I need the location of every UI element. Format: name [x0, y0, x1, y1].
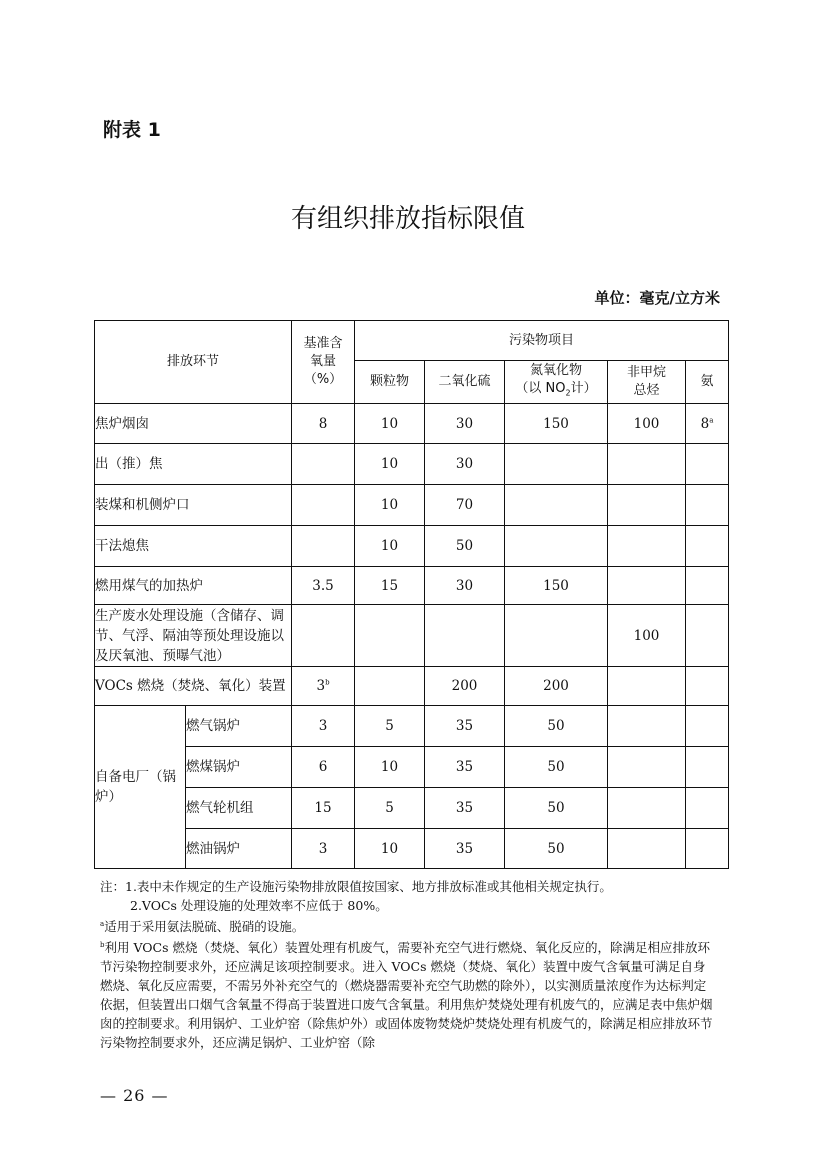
- cell-nmhc: [608, 485, 686, 526]
- table-row: [95, 605, 729, 667]
- cell-pm: 15: [355, 567, 425, 605]
- row-section: 燃气轮机组: [186, 788, 292, 829]
- header-nmhc: 非甲烷 总烃: [608, 361, 686, 404]
- cell-oxygen: 3: [292, 829, 355, 869]
- cell-oxygen: [292, 444, 355, 485]
- cell-nh3: [686, 605, 729, 667]
- table-row: [95, 788, 729, 829]
- table-row: [95, 667, 729, 706]
- unit-label: 单位：毫克/立方米: [594, 289, 720, 307]
- cell-nmhc: [608, 706, 686, 747]
- cell-nox: [505, 444, 608, 485]
- row-section: 干法熄焦: [95, 526, 292, 567]
- cell-nox: 150: [505, 404, 608, 444]
- cell-nmhc: 100: [608, 605, 686, 667]
- header-nh3: 氨: [686, 361, 729, 404]
- table-row: [95, 706, 729, 747]
- appendix-label: 附表 1: [103, 119, 161, 141]
- cell-nh3: [686, 706, 729, 747]
- row-section: 燃煤锅炉: [186, 747, 292, 788]
- cell-nmhc: [608, 526, 686, 567]
- cell-nmhc: [608, 444, 686, 485]
- cell-so2: 50: [425, 526, 505, 567]
- cell-nh3: [686, 747, 729, 788]
- cell-so2: 30: [425, 444, 505, 485]
- header-section: 排放环节: [95, 321, 292, 404]
- note-2: 2.VOCs 处理设施的处理效率不应低于 80%。: [130, 898, 388, 913]
- cell-nox: [505, 605, 608, 667]
- cell-so2: 35: [425, 747, 505, 788]
- power-plant-group-label: 自备电厂（锅炉）: [95, 706, 186, 869]
- table-row: [95, 485, 729, 526]
- cell-so2: 35: [425, 706, 505, 747]
- row-section: VOCs 燃烧（焚烧、氧化）装置: [95, 667, 292, 706]
- page-title: 有组织排放指标限值: [290, 204, 525, 234]
- row-section: 焦炉烟囱: [95, 404, 292, 444]
- table-row: [95, 444, 729, 485]
- cell-oxygen: 3$^b$: [292, 667, 355, 706]
- cell-nh3: [686, 567, 729, 605]
- note-a: $^a$适用于采用氨法脱硫、脱硝的设施。: [100, 919, 305, 935]
- cell-nox: [505, 526, 608, 567]
- cell-pm: 10: [355, 747, 425, 788]
- cell-pm: [355, 605, 425, 667]
- table-row: [95, 829, 729, 869]
- note-b: $^b$利用 VOCs 燃烧（焚烧、氧化）装置处理有机废气，需要补充空气进行燃烧、氧化反应的，除满足相应排放环节污染物控制要求外，还应满足该项控制要求。进入 VOCs 燃烧（焚烧、氧化）装置中废气含氧量可满足自身燃烧、氧化反应需要，不需另外补充空气的（燃烧器需要补充空气助燃的除外），以实测质量浓度作为达标判定依据，但装置出口烟气含氧量不得高于装置进口废气含氧量。利用焦炉焚烧处理有机废气的，应满足表中焦炉烟囱的控制要求。利用锅炉、工业炉窑（除焦炉外）或固体废物焚烧炉焚烧处理有机废气的，除满足相应排放环节污染物控制要求外，还应满足锅炉、工业炉窑（除: [100, 940, 713, 1051]
- cell-pm: 5: [355, 706, 425, 747]
- cell-so2: 35: [425, 788, 505, 829]
- cell-nh3: [686, 444, 729, 485]
- page-number: — 26 —: [100, 1086, 169, 1105]
- header-oxygen: 基准含 氧量 （%）: [292, 321, 355, 404]
- cell-so2: 35: [425, 829, 505, 869]
- cell-so2: 30: [425, 404, 505, 444]
- cell-nh3: [686, 526, 729, 567]
- cell-oxygen: [292, 605, 355, 667]
- cell-pm: 10: [355, 526, 425, 567]
- cell-oxygen: 3: [292, 706, 355, 747]
- row-section: 生产废水处理设施（含储存、调节、气浮、隔油等预处理设施以及厌氧池、预曝气池）: [95, 605, 292, 667]
- cell-nh3: [686, 485, 729, 526]
- cell-nmhc: [608, 567, 686, 605]
- cell-so2: 70: [425, 485, 505, 526]
- cell-nox: 50: [505, 747, 608, 788]
- cell-nh3: [686, 829, 729, 869]
- cell-nh3: [686, 667, 729, 706]
- cell-oxygen: [292, 485, 355, 526]
- cell-oxygen: 6: [292, 747, 355, 788]
- header-pollutants: 污染物项目: [355, 321, 729, 361]
- cell-oxygen: 3.5: [292, 567, 355, 605]
- cell-nox: [505, 485, 608, 526]
- cell-pm: 10: [355, 404, 425, 444]
- table-row: [95, 404, 729, 444]
- cell-so2: 30: [425, 567, 505, 605]
- header-pm: 颗粒物: [355, 361, 425, 404]
- table-row: [95, 747, 729, 788]
- cell-pm: [355, 667, 425, 706]
- cell-nmhc: [608, 747, 686, 788]
- cell-pm: 10: [355, 829, 425, 869]
- table-row: [95, 567, 729, 605]
- cell-oxygen: 8: [292, 404, 355, 444]
- table-row: [95, 526, 729, 567]
- cell-nox: 50: [505, 788, 608, 829]
- row-section: 装煤和机侧炉口: [95, 485, 292, 526]
- cell-pm: 10: [355, 444, 425, 485]
- cell-nmhc: 100: [608, 404, 686, 444]
- cell-pm: 10: [355, 485, 425, 526]
- cell-nmhc: [608, 788, 686, 829]
- emission-limits-table: [94, 320, 729, 869]
- cell-oxygen: 15: [292, 788, 355, 829]
- header-nox: 氮氧化物 （以 $NO_2$计）: [505, 361, 608, 404]
- row-section: 燃气锅炉: [186, 706, 292, 747]
- row-section: 燃用煤气的加热炉: [95, 567, 292, 605]
- cell-nox: 200: [505, 667, 608, 706]
- cell-oxygen: [292, 526, 355, 567]
- cell-nox: 150: [505, 567, 608, 605]
- cell-nox: 50: [505, 706, 608, 747]
- header-so2: 二氧化硫: [425, 361, 505, 404]
- table-notes: [100, 877, 716, 1052]
- cell-nmhc: [608, 829, 686, 869]
- cell-so2: 200: [425, 667, 505, 706]
- row-section: 出（推）焦: [95, 444, 292, 485]
- cell-nox: 50: [505, 829, 608, 869]
- note-1: 注：1.表中未作规定的生产设施污染物排放限值按国家、地方排放标准或其他相关规定执行。: [100, 879, 612, 894]
- cell-nmhc: [608, 667, 686, 706]
- row-section: 燃油锅炉: [186, 829, 292, 869]
- cell-pm: 5: [355, 788, 425, 829]
- cell-so2: [425, 605, 505, 667]
- cell-nh3: 8$^a$: [686, 404, 729, 444]
- cell-nh3: [686, 788, 729, 829]
